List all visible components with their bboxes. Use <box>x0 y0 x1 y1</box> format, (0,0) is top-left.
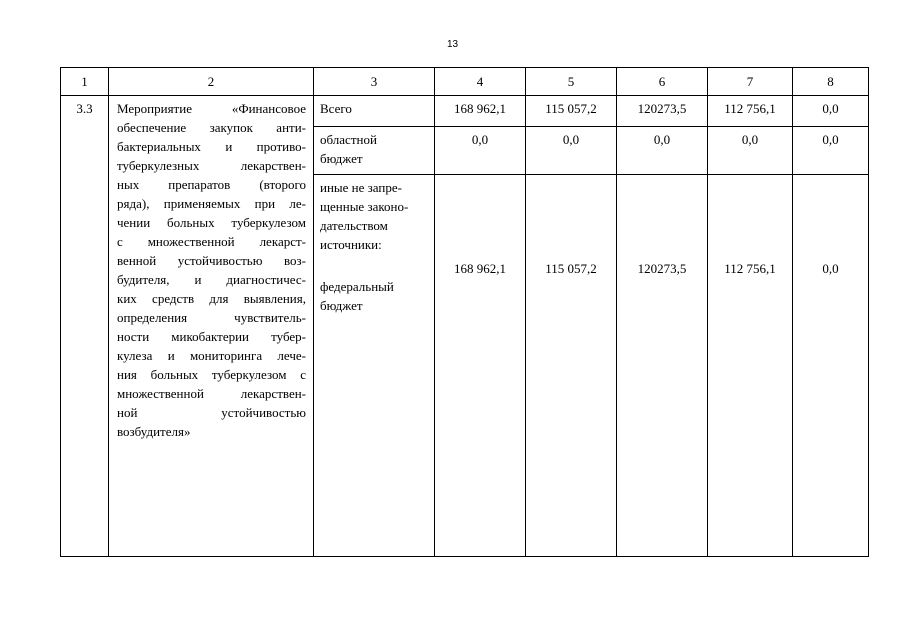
regional-value-col-8: 0,0 <box>793 127 869 175</box>
description-line: туберкулезных лекарствен- <box>117 158 306 173</box>
source-other-intro-line: щенные законо- <box>320 199 409 214</box>
description-line: возбудителя» <box>117 424 191 439</box>
description-line: ряда), применяемых при ле- <box>117 196 306 211</box>
source-regional-label <box>314 127 435 175</box>
federal-value-col-5: 115 057,2 <box>526 175 617 557</box>
total-value-col-8: 0,0 <box>793 96 869 127</box>
header-col-3: 3 <box>314 68 435 96</box>
header-col-1: 1 <box>61 68 109 96</box>
header-col-5: 5 <box>526 68 617 96</box>
description-line: ной устойчивостью <box>117 405 306 420</box>
description-line: определения чувствитель- <box>117 310 306 325</box>
total-value-col-4: 168 962,1 <box>435 96 526 127</box>
description-line: ния больных туберкулезом с <box>117 367 306 382</box>
description-line: обеспечение закупок анти- <box>117 120 306 135</box>
description-line: ких средств для выявления, <box>117 291 306 306</box>
description-line: будителя, и диагностичес- <box>117 272 306 287</box>
description-line: множественной лекарствен- <box>117 386 306 401</box>
total-value-col-5: 115 057,2 <box>526 96 617 127</box>
header-col-7: 7 <box>708 68 793 96</box>
federal-value-col-4: 168 962,1 <box>435 175 526 557</box>
federal-value-col-6: 120273,5 <box>617 175 708 557</box>
regional-value-col-4: 0,0 <box>435 127 526 175</box>
header-col-2: 2 <box>109 68 314 96</box>
description-line: венной устойчивостью воз- <box>117 253 306 268</box>
header-row <box>61 68 869 96</box>
total-value-col-6: 120273,5 <box>617 96 708 127</box>
budget-table <box>60 67 869 557</box>
description-line: кулеза и мониторинга лече- <box>117 348 306 363</box>
measure-description <box>109 96 314 557</box>
source-federal-label-line: федеральный <box>320 279 394 294</box>
source-other-intro-line: источники: <box>320 237 382 252</box>
page-number: 13 <box>446 39 459 50</box>
table-row-total <box>61 96 869 127</box>
source-other-intro-line: дательством <box>320 218 388 233</box>
description-line: бактериальных и противо- <box>117 139 306 154</box>
description-line: Мероприятие «Финансовое <box>117 101 306 116</box>
source-other-intro-line: иные не запре- <box>320 180 402 195</box>
source-spacer <box>320 254 430 277</box>
header-col-8: 8 <box>793 68 869 96</box>
row-id: 3.3 <box>61 96 109 557</box>
source-regional-label-line: областной <box>320 132 377 147</box>
header-col-4: 4 <box>435 68 526 96</box>
regional-value-col-5: 0,0 <box>526 127 617 175</box>
source-total-label: Всего <box>314 96 435 127</box>
total-value-col-7: 112 756,1 <box>708 96 793 127</box>
regional-value-col-6: 0,0 <box>617 127 708 175</box>
source-federal-label-line: бюджет <box>320 298 363 313</box>
federal-value-col-7: 112 756,1 <box>708 175 793 557</box>
description-line: ных препаратов (второго <box>117 177 306 192</box>
header-col-6: 6 <box>617 68 708 96</box>
description-line: с множественной лекарст- <box>117 234 306 249</box>
source-regional-label-line: бюджет <box>320 151 363 166</box>
federal-value-col-8: 0,0 <box>793 175 869 557</box>
description-line: ности микобактерии тубер- <box>117 329 306 344</box>
regional-value-col-7: 0,0 <box>708 127 793 175</box>
source-other-label <box>314 175 435 557</box>
description-line: чении больных туберкулезом <box>117 215 306 230</box>
